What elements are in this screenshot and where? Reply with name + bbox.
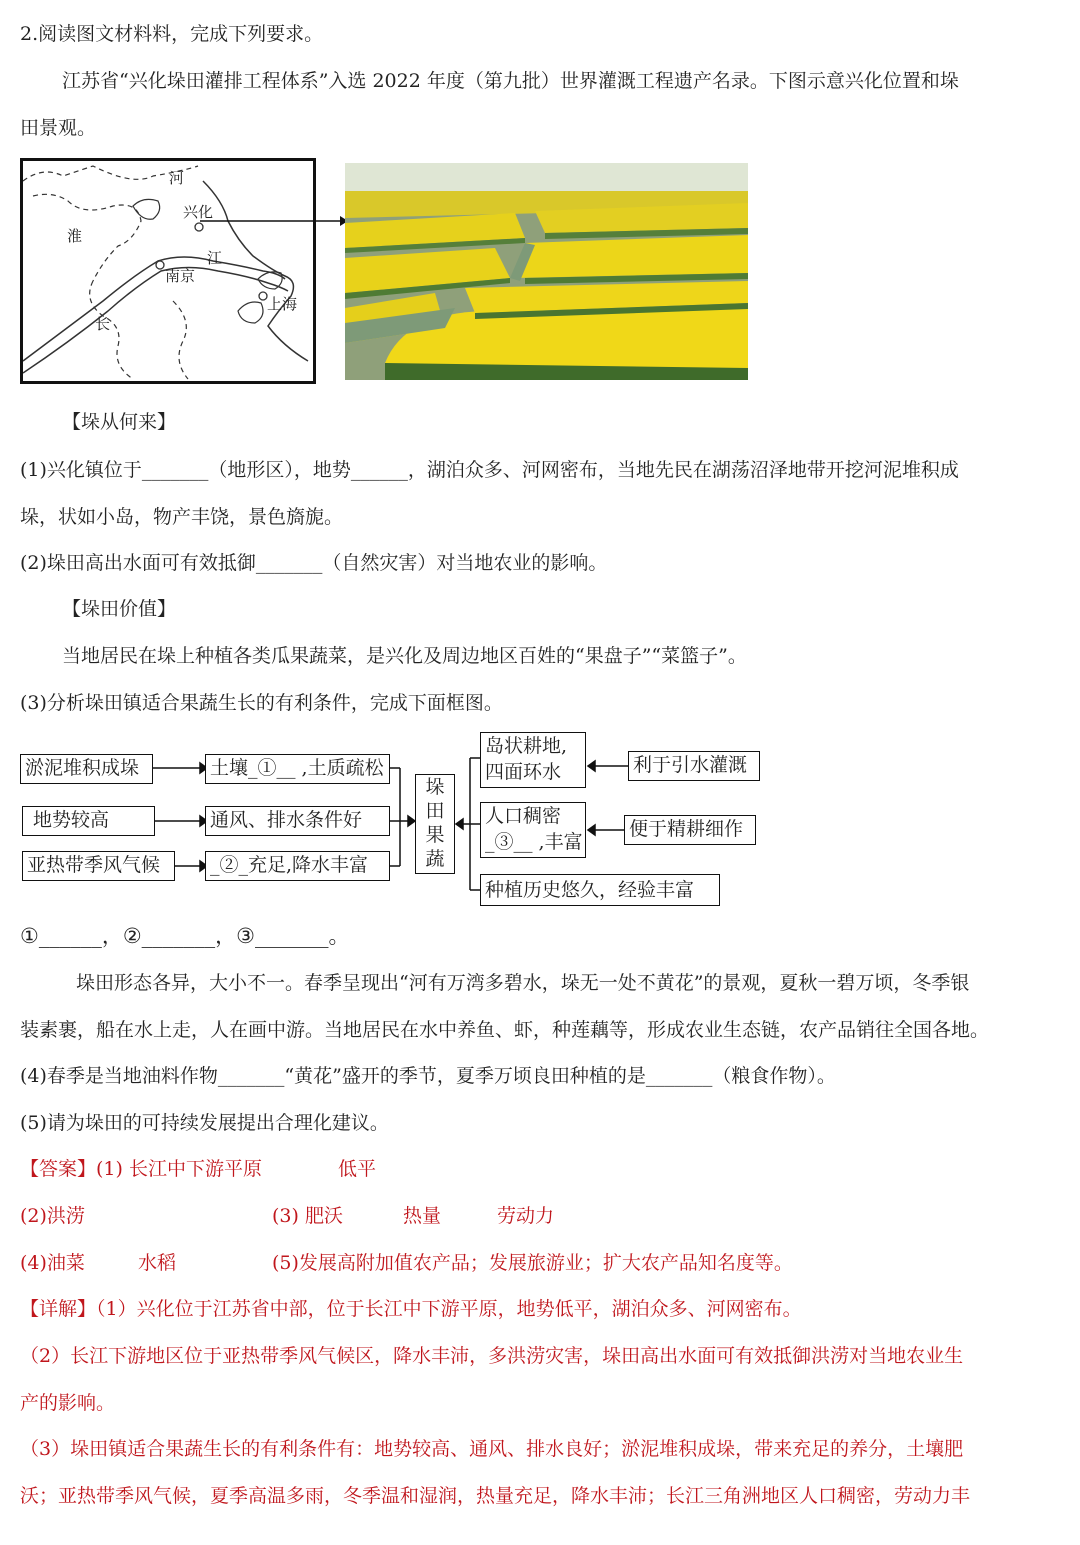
paragraph-value: 当地居民在垛上种植各类瓜果蔬菜，是兴化及周边地区百姓的“果盘子”“菜篮子”。 xyxy=(62,645,747,667)
answer-5: (5)发展高附加值农产品；发展旅游业；扩大农产品知名度等。 xyxy=(272,1252,793,1274)
diagram-center-duotian-guoshu xyxy=(415,774,455,874)
diagram-middle-2: 通风、排水条件好 xyxy=(205,806,390,836)
right-top-line1: 岛状耕地, xyxy=(485,735,568,757)
answer-4b: 水稻 xyxy=(138,1252,177,1274)
question-1: (1)兴化镇位于_______（地形区），地势______，湖泊众多、河网密布，当地先民在湖荡沼泽地带开挖河泥堆积成 xyxy=(20,459,959,481)
answer-line-1 xyxy=(20,1157,262,1181)
explanation-label: 【详解】 xyxy=(20,1298,97,1320)
center-char-1: 垛 xyxy=(425,776,445,798)
location-map xyxy=(20,158,316,384)
answer-3a: (3) 肥沃 xyxy=(272,1205,343,1227)
answer-1b: 低平 xyxy=(338,1158,377,1180)
intro-text: 江苏省“兴化垛田灌排工程体系”入选 2022 年度（第九批）世界灌溉工程遗产名录。下图示意兴化位置和垛 xyxy=(62,70,959,92)
answer-3c: 劳动力 xyxy=(497,1205,555,1227)
duotian-landscape-photo xyxy=(345,163,748,380)
diagram-far-right-1: 利于引水灌溉 xyxy=(628,751,760,781)
explanation-p2-cont: 产的影响。 xyxy=(20,1392,116,1414)
map-label-jiang: 江 xyxy=(207,249,223,267)
diagram-left-1: 淤泥堆积成垛 xyxy=(20,754,153,784)
explanation-p1: （1）兴化位于江苏省中部，位于长江中下游平原，地势低平，湖泊众多、河网密布。 xyxy=(96,1298,802,1320)
right-top-line2: 四面环水 xyxy=(485,761,562,783)
diagram-left-3: 亚热带季风气候 xyxy=(22,851,175,881)
explanation-line-1 xyxy=(20,1297,802,1321)
map-photo-arrow xyxy=(200,214,350,228)
map-label-huai: 淮 xyxy=(67,227,83,245)
question-1-cont: 垛，状如小岛，物产丰饶，景色旖旎。 xyxy=(20,506,344,528)
answer-3b: 热量 xyxy=(403,1205,442,1227)
center-char-2: 田 xyxy=(425,800,445,822)
center-char-4: 蔬 xyxy=(425,848,445,870)
diagram-right-bottom: 种植历史悠久，经验丰富 xyxy=(480,874,720,906)
question-4: (4)春季是当地油料作物_______“黄花”盛开的季节，夏季万顷良田种植的是_______（粮食作物）。 xyxy=(20,1065,836,1087)
map-label-nanjing: 南京 xyxy=(165,267,196,285)
explanation-p3: （3）垛田镇适合果蔬生长的有利条件有：地势较高、通风、排水良好；淤泥堆积成垛，带来充足的养分，土壤肥 xyxy=(20,1438,964,1460)
diagram-right-mid xyxy=(480,802,586,858)
question-2: (2)垛田高出水面可有效抵御_______（自然灾害）对当地农业的影响。 xyxy=(20,552,608,574)
paragraph-landscape: 垛田形态各异，大小不一。春季呈现出“河有万湾多碧水，垛无一处不黄花”的景观，夏秋一碧万顷，冬季银 xyxy=(76,972,970,994)
diagram-middle-1: 土壤_①__ ,土质疏松 xyxy=(205,754,390,784)
answer-2: (2)洪涝 xyxy=(20,1205,85,1227)
paragraph-landscape-cont: 装素裹，船在水上走，人在画中游。当地居民在水中养鱼、虾，种莲藕等，形成农业生态链，农产品销往全国各地。 xyxy=(20,1019,990,1041)
map-label-shanghai: 上海 xyxy=(267,295,298,313)
map-label-he: 河 xyxy=(169,169,185,187)
answer-label: 【答案】 xyxy=(20,1158,97,1180)
section-heading-value: 【垛田价值】 xyxy=(62,598,177,620)
diagram-blanks: ①______，②_______，③_______。 xyxy=(20,924,350,948)
answer-4a: (4)油菜 xyxy=(20,1252,85,1274)
question-title: 2.阅读图文材料料，完成下列要求。 xyxy=(20,23,324,45)
section-heading-origin: 【垛从何来】 xyxy=(62,411,177,433)
map-label-xinghua: 兴化 xyxy=(183,203,214,221)
diagram-right-top xyxy=(480,732,586,788)
diagram-far-right-2: 便于精耕细作 xyxy=(624,815,756,845)
explanation-p3-cont: 沃；亚热带季风气候，夏季高温多雨，冬季温和湿润，热量充足，降水丰沛；长江三角洲地区人口稠密，劳动力丰 xyxy=(20,1485,971,1507)
diagram-middle-3: _②_充足,降水丰富 xyxy=(205,851,390,881)
center-char-3: 果 xyxy=(425,824,445,846)
answer-1a: (1) 长江中下游平原 xyxy=(96,1158,262,1180)
explanation-p2: （2）长江下游地区位于亚热带季风气候区，降水丰沛，多洪涝灾害，垛田高出水面可有效抵御洪涝对当地农业生 xyxy=(20,1345,964,1367)
right-mid-line1: 人口稠密 xyxy=(485,805,562,827)
map-label-chang: 长 xyxy=(95,315,111,333)
right-mid-line2: _③__ ,丰富 xyxy=(485,831,583,853)
intro-text-cont: 田景观。 xyxy=(20,117,97,139)
question-5: (5)请为垛田的可持续发展提出合理化建议。 xyxy=(20,1112,389,1134)
question-3: (3)分析垛田镇适合果蔬生长的有利条件，完成下面框图。 xyxy=(20,692,503,714)
diagram-left-2: 地势较高 xyxy=(22,806,155,836)
